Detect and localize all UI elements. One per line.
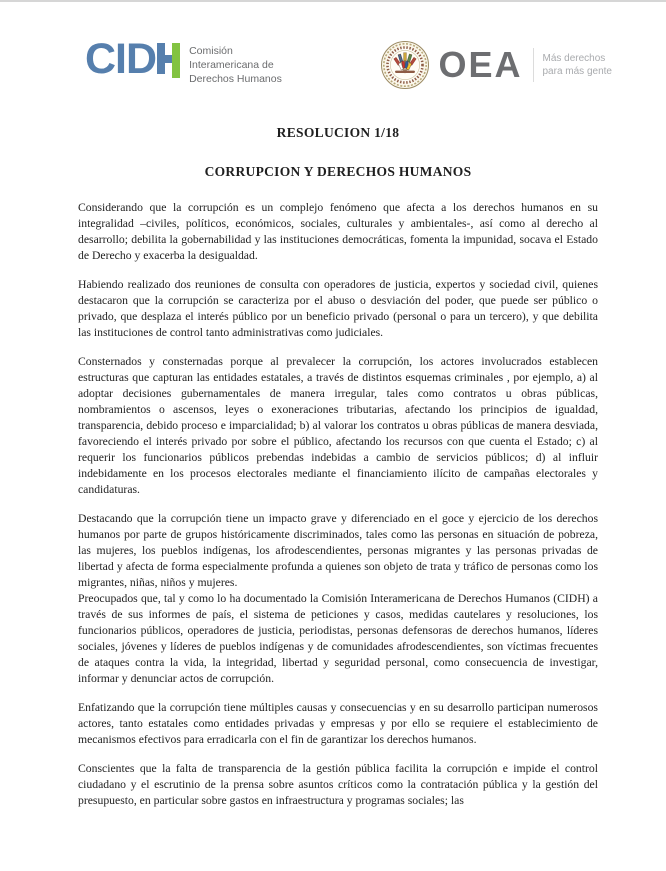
resolution-subtitle: CORRUPCION Y DERECHOS HUMANOS bbox=[204, 164, 472, 179]
oea-tagline-line: para más gente bbox=[542, 66, 612, 77]
resolution-body bbox=[78, 200, 598, 809]
oea-tagline-line: Más derechos bbox=[542, 53, 606, 64]
cidh-caption-line: Derechos Humanos bbox=[189, 73, 282, 85]
paragraph-destacando: Destacando que la corrupción tiene un impacto grave y diferenciado en el goce y ejercicio de los derechos humanos por parte de grupos históricamente discriminados, tales como las personas en situación de pobreza, las mujeres, los pueblos indígenas, los afrodescendientes, personas migrantes y las personas privadas de libertad y afecta de forma especialmente profunda a quienes son objeto de trata y tráfico de personas como los migrantes, niñas, niños y mujeres. bbox=[78, 512, 598, 589]
paragraph-considerando: Considerando que la corrupción es un complejo fenómeno que afecta a los derechos humanos en su integralidad –civiles, políticos, económicos, sociales, culturales y ambientales-, así como al derecho al desarrollo; debilita la gobernabilidad y las instituciones democráticas, fomenta la impunidad, socava el Estado de Derecho y exacerba la desigualdad. bbox=[78, 201, 598, 262]
cidh-caption-line: Interamericana de bbox=[189, 59, 274, 71]
cidh-h-glyph bbox=[157, 40, 180, 78]
cidh-logo bbox=[85, 35, 282, 86]
paragraph-consternados: Consternados y consternadas porque al prevalecer la corrupción, los actores involucrados establecen estructuras que capturan las entidades estatales, a través de distintos esquemas criminales , por ejemplo, a) al adoptar decisiones gubernamentales de manera irregular, tales como contratos u obras públicas, nombramientos o ascensos, leyes o exoneraciones tributarias, afectando los principios de igualdad, transparencia, debido proceso e imparcialidad; b) al valorar los contratos u obras públicas de manera desviada, favoreciendo el interés privado por sobre el público, afectando los recursos con que cuenta el Estado; c) al requerir los funcionarios públicos prebendas indebidas a cambio de servicios públicos; d) al influir indebidamente en los procesos electorales mediante el financiamiento ilícito de campañas electorales y candidaturas. bbox=[78, 355, 598, 496]
oea-tagline bbox=[543, 52, 613, 78]
oea-acronym-text: OEA bbox=[438, 44, 523, 85]
oea-seal-icon bbox=[380, 40, 430, 90]
oea-logo bbox=[380, 40, 612, 90]
paragraph-habiendo: Habiendo realizado dos reuniones de consulta con operadores de justicia, expertos y sociedad civil, quienes destacaron que la corrupción se caracteriza por el abuso o desviación del poder, que puede ser público o privado, que desplaza el interés público por un beneficio privado (personal o para un tercero), y que debilita las instituciones de control tanto administrativas como judiciales. bbox=[78, 278, 598, 339]
oea-divider bbox=[533, 48, 534, 82]
cidh-caption bbox=[189, 40, 282, 86]
resolution-title: RESOLUCION 1/18 bbox=[276, 125, 400, 140]
cidh-acronym-text: CID bbox=[85, 35, 157, 83]
paragraph-preocupados: Preocupados que, tal y como lo ha documentado la Comisión Interamericana de Derechos Humanos (CIDH) a través de sus informes de país, el sistema de peticiones y casos, medidas cautelares y resoluciones, los funcionarios públicos, operadores de justicia, periodistas, personas defensoras de derechos humanos, líderes sociales, jóvenes y líderes de pueblos indígenas y de comunidades afrodescendientes, son víctimas frecuentes de ataques contra la vida, la integridad, libertad y seguridad personal, como consecuencia de investigar, informar y denunciar actos de corrupción. bbox=[78, 592, 598, 685]
cidh-wordmark bbox=[85, 35, 180, 83]
cidh-caption-line: Comisión bbox=[189, 45, 233, 57]
paragraph-enfatizando: Enfatizando que la corrupción tiene múltiples causas y consecuencias y en su desarrollo participan numerosos actores, tanto estatales como entidades privadas y empresas y por ello se requiere el establecimiento de mecanismos efectivos para erradicarla con el fin de garantizar los derechos humanos. bbox=[78, 701, 598, 746]
document-content bbox=[0, 125, 666, 809]
cidh-h-right-bar bbox=[172, 43, 180, 78]
paragraph-conscientes: Conscientes que la falta de transparencia de la gestión pública facilita la corrupción e impide el control ciudadano y el escrutinio de la prensa sobre asuntos críticos como la contratación pública y la gestión del presupuesto, en particular sobre gastos en infraestructura y programas sociales; las bbox=[78, 762, 598, 807]
page-header bbox=[0, 2, 666, 90]
